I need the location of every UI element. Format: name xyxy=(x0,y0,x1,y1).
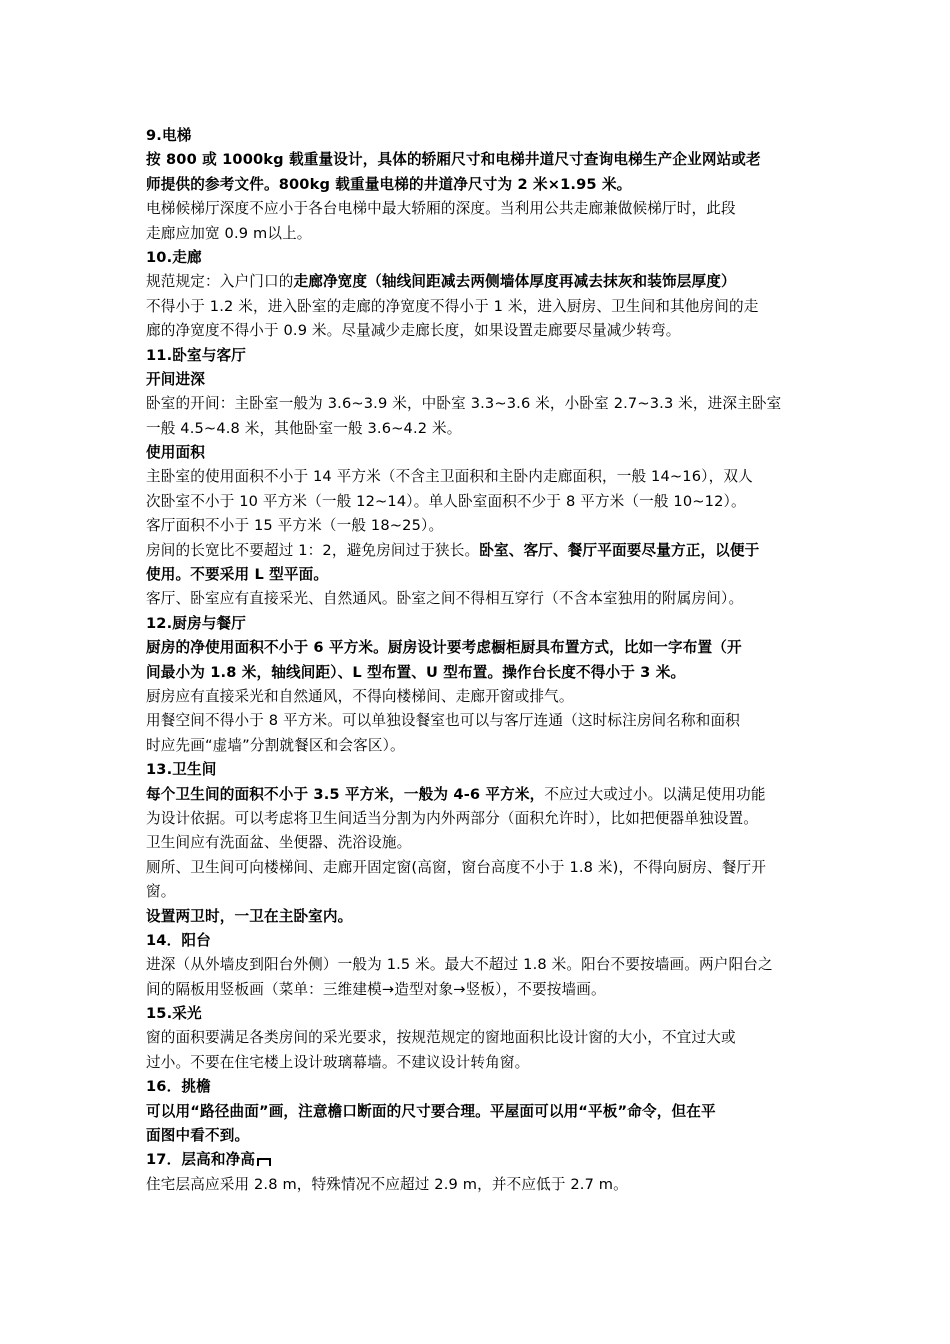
text-run: 窗的面积要满足各类房间的采光要求，按规范规定的窗地面积比设计窗的大小，不宜过大或 xyxy=(146,1029,736,1047)
bold-text-run: 设置两卫时，一卫在主卧室内。 xyxy=(146,907,353,925)
section-heading-s16 xyxy=(146,1075,810,1099)
paragraph-line xyxy=(146,831,810,855)
text-run: 不得小于 1.2 米，进入卧室的走廊的净宽度不得小于 1 米，进入厨房、卫生间和其他房间的走 xyxy=(146,297,759,315)
paragraph-line xyxy=(146,514,810,538)
text-run: 一般 4.5~4.8 米，其他卧室一般 3.6~4.2 米。 xyxy=(146,419,462,437)
section-heading-text: 12.厨房与餐厅 xyxy=(146,614,247,632)
text-run: 窗。 xyxy=(146,883,176,901)
paragraph-line xyxy=(146,661,810,685)
paragraph-line xyxy=(146,905,810,929)
section-heading-s14 xyxy=(146,929,810,953)
paragraph-line xyxy=(146,685,810,709)
section-heading-text: 14．阳台 xyxy=(146,931,211,949)
text-run: 卫生间应有洗面盆、坐便器、洗浴设施。 xyxy=(146,834,412,852)
paragraph-line xyxy=(146,490,810,514)
paragraph-line xyxy=(146,807,810,831)
bold-text-run: 可以用“路径曲面”画，注意檐口断面的尺寸要合理。平屋面可以用“平板”命令，但在平 xyxy=(146,1102,716,1120)
text-run: 住宅层高应采用 2.8 m，特殊情况不应超过 2.9 m，并不应低于 2.7 m。 xyxy=(146,1175,628,1193)
text-run: 次卧室不小于 10 平方米（一般 12~14）。单人卧室面积不少于 8 平方米（一般 10~12）。 xyxy=(146,492,746,510)
text-run: 过小。不要在住宅楼上设计玻璃幕墙。不建议设计转角窗。 xyxy=(146,1053,530,1071)
bracket-mark-icon xyxy=(257,1158,271,1166)
bold-text-run: 开间进深 xyxy=(146,370,205,388)
text-run: 房间的长宽比不要超过 1：2，避免房间过于狭长。 xyxy=(146,541,480,559)
paragraph-line xyxy=(146,368,810,392)
section-heading-s11 xyxy=(146,344,810,368)
paragraph-line xyxy=(146,1100,810,1124)
section-heading-text: 15.采光 xyxy=(146,1005,202,1023)
paragraph-line xyxy=(146,197,810,221)
paragraph-line xyxy=(146,856,810,880)
paragraph-line xyxy=(146,319,810,343)
paragraph-line xyxy=(146,587,810,611)
section-heading-text: 9.电梯 xyxy=(146,127,192,144)
document-page xyxy=(146,124,810,1197)
text-run: 电梯候梯厅深度不应小于各台电梯中最大轿厢的深度。当利用公共走廊兼做候梯厅时，此段 xyxy=(146,200,736,218)
text-run: 间的隔板用竖板画（菜单：三维建模→造型对象→竖板），不要按墙画。 xyxy=(146,980,606,998)
bold-text-run: 卧室、客厅、餐厅平面要尽量方正，以便于 xyxy=(479,541,760,559)
paragraph-line xyxy=(146,417,810,441)
paragraph-line xyxy=(146,709,810,733)
section-heading-text: 13.卫生间 xyxy=(146,761,217,779)
text-run: 客厅、卧室应有直接采光、自然通风。卧室之间不得相互穿行（不含本室独用的附属房间）。 xyxy=(146,590,744,608)
paragraph-line xyxy=(146,978,810,1002)
bold-text-run: 厨房的净使用面积不小于 6 平方米。厨房设计要考虑橱柜厨具布置方式，比如一字布置（开 xyxy=(146,639,742,657)
paragraph-line xyxy=(146,734,810,758)
paragraph-line xyxy=(146,1051,810,1075)
section-heading-text: 17．层高和净高 xyxy=(146,1151,256,1169)
paragraph-line xyxy=(146,222,810,246)
section-heading-s12 xyxy=(146,612,810,636)
bold-text-run: 间最小为 1.8 米，轴线间距）、L 型布置、U 型布置。操作台长度不得小于 3 米。 xyxy=(146,663,686,681)
text-run: 规范规定：入户门口的 xyxy=(146,273,294,291)
section-heading-s13 xyxy=(146,758,810,782)
section-heading-s15 xyxy=(146,1002,810,1026)
text-run: 廊的净宽度不得小于 0.9 米。尽量减少走廊长度，如果设置走廊要尽量减少转弯。 xyxy=(146,322,681,340)
text-run: 进深（从外墙皮到阳台外侧）一般为 1.5 米。最大不超过 1.8 米。阳台不要按墙画。两户阳台之 xyxy=(146,956,773,974)
text-run: 不应过大或过小。以满足使用功能 xyxy=(544,785,766,803)
paragraph-line xyxy=(146,783,810,807)
text-run: 卧室的开间：主卧室一般为 3.6~3.9 米，中卧室 3.3~3.6 米，小卧室 2.7~3.3 米，进深主卧室 xyxy=(146,395,782,413)
text-run: 时应先画“虚墙”分割就餐区和会客区）。 xyxy=(146,736,405,754)
text-run: 为设计依据。可以考虑将卫生间适当分割为内外两部分（面积允许时），比如把便器单独设置。 xyxy=(146,809,758,827)
bold-text-run: 使用。不要采用 L 型平面。 xyxy=(146,566,329,584)
section-heading-text: 10.走廊 xyxy=(146,248,202,266)
paragraph-line xyxy=(146,953,810,977)
section-heading-s17 xyxy=(146,1148,810,1172)
bold-text-run: 按 800 或 1000kg 载重量设计，具体的轿厢尺寸和电梯井道尺寸查询电梯生产企业网站或老 xyxy=(146,151,761,169)
text-run: 客厅面积不小于 15 平方米（一般 18~25）。 xyxy=(146,517,444,535)
bold-text-run: 走廊净宽度（轴线间距减去两侧墙体厚度再减去抹灰和装饰层厚度） xyxy=(293,273,736,291)
paragraph-line xyxy=(146,636,810,660)
paragraph-line xyxy=(146,1026,810,1050)
paragraph-line xyxy=(146,173,810,197)
paragraph-line xyxy=(146,392,810,416)
paragraph-line xyxy=(146,465,810,489)
paragraph-line xyxy=(146,1124,810,1148)
paragraph-line xyxy=(146,270,810,294)
paragraph-line xyxy=(146,441,810,465)
paragraph-line xyxy=(146,563,810,587)
section-heading-s10 xyxy=(146,246,810,270)
paragraph-line xyxy=(146,539,810,563)
paragraph-line xyxy=(146,1173,810,1197)
section-heading-text: 11.卧室与客厅 xyxy=(146,346,247,364)
text-run: 用餐空间不得小于 8 平方米。可以单独设餐室也可以与客厅连通（这时标注房间名称和面积 xyxy=(146,712,741,730)
paragraph-line xyxy=(146,880,810,904)
bold-text-run: 面图中看不到。 xyxy=(146,1127,250,1145)
section-heading-s9 xyxy=(146,124,810,148)
bold-text-run: 师提供的参考文件。800kg 载重量电梯的井道净尺寸为 2 米×1.95 米。 xyxy=(146,175,632,193)
bold-text-run: 每个卫生间的面积不小于 3.5 平方米，一般为 4-6 平方米， xyxy=(146,785,545,803)
section-heading-text: 16．挑檐 xyxy=(146,1078,211,1096)
text-run: 厨房应有直接采光和自然通风，不得向楼梯间、走廊开窗或排气。 xyxy=(146,687,574,705)
text-run: 厕所、卫生间可向楼梯间、走廊开固定窗(高窗，窗台高度不小于 1.8 米)，不得向厨房、餐厅开 xyxy=(146,858,766,876)
paragraph-line xyxy=(146,148,810,172)
text-run: 走廊应加宽 0.9 m以上。 xyxy=(146,224,312,242)
bold-text-run: 使用面积 xyxy=(146,444,205,462)
paragraph-line xyxy=(146,295,810,319)
text-run: 主卧室的使用面积不小于 14 平方米（不含主卫面积和主卧内走廊面积，一般 14~16），双人 xyxy=(146,468,753,486)
